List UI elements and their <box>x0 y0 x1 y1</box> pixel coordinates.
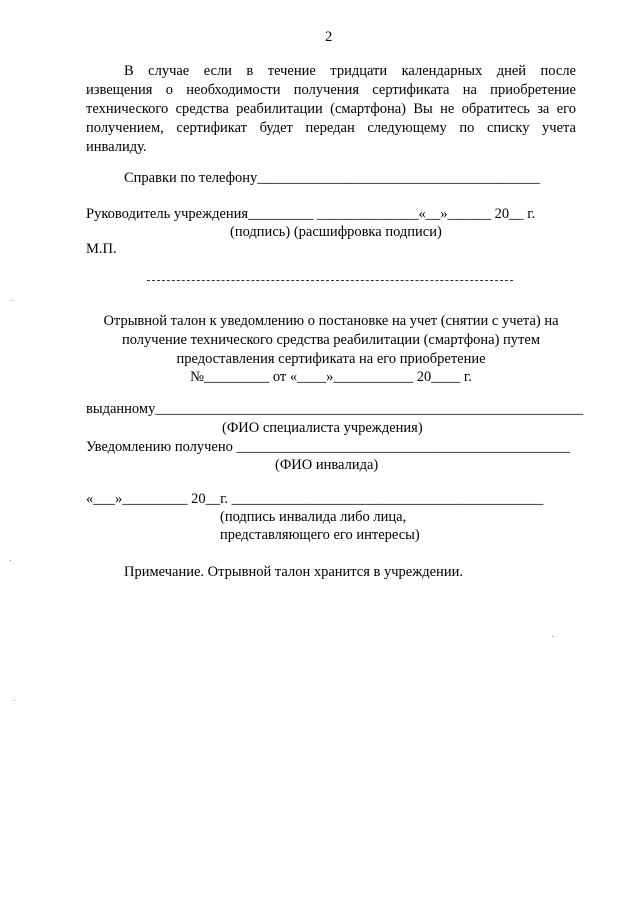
sign-caption-line: (подпись инвалида либо лица, <box>220 509 407 525</box>
intro-line: В случае если в течение тридцати календарных дней после <box>124 63 576 79</box>
intro-paragraph <box>86 62 576 157</box>
scan-speck <box>10 560 11 561</box>
coupon-title-line: Отрывной талон к уведомлению о постановке на учет (снятии с учета) на <box>103 313 559 329</box>
intro-line: извещения о необходимости получения сертификата на приобретение <box>86 82 576 98</box>
coupon-title-line: получение технического средства реабилитации (смартфона) путем <box>121 332 540 348</box>
coupon-number-date-line: №_________ от «____»___________ 20____ г. <box>190 369 472 385</box>
scan-speck <box>552 636 553 637</box>
head-signature-line: Руководитель учреждения_________ ______________«__»______ 20__ г. <box>86 206 536 222</box>
intro-line: технического средства реабилитации (смартфона) Вы не обратитесь за его <box>86 101 576 117</box>
phone-line: Справки по телефону_______________________________________ <box>124 170 541 186</box>
received-line: Уведомлению получено ______________________________________________ <box>86 439 570 455</box>
issued-to-line: выданному___________________________________________________________ <box>86 401 584 417</box>
date-signature-line: «___»_________ 20__г. ___________________________________________ <box>86 491 544 507</box>
note-text: Примечание. Отрывной талон хранится в учреждении. <box>124 564 463 580</box>
intro-line: инвалиду. <box>86 139 147 155</box>
intro-line: получением, сертификат будет передан следующему по списку учета <box>86 120 576 136</box>
stamp-mark: М.П. <box>86 241 117 257</box>
scan-speck <box>14 700 15 701</box>
page-number: 2 <box>325 29 333 45</box>
sign-caption-line: представляющего его интересы) <box>220 527 420 543</box>
tear-off-dashed-line <box>147 280 513 281</box>
issued-caption: (ФИО специалиста учреждения) <box>222 420 423 436</box>
received-caption: (ФИО инвалида) <box>275 457 379 473</box>
coupon-title-line: предоставления сертификата на его приобретение <box>176 351 486 367</box>
signature-caption: (подпись) (расшифровка подписи) <box>230 224 442 240</box>
scan-speck <box>12 300 13 301</box>
